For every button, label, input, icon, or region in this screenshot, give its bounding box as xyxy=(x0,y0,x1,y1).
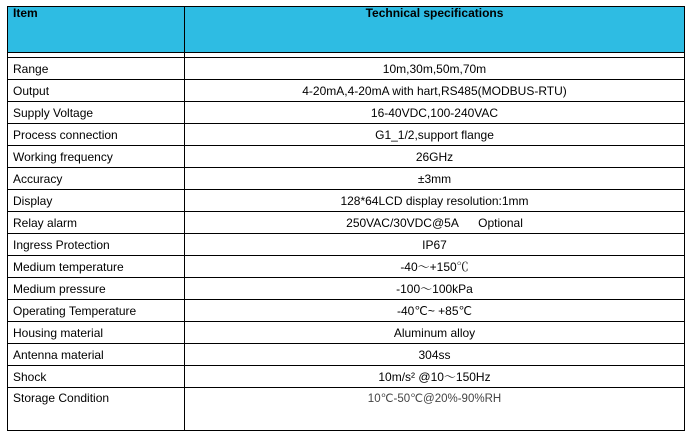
specifications-table xyxy=(7,6,685,431)
value-cell: 128*64LCD display resolution:1mm xyxy=(185,190,685,212)
table-row xyxy=(8,102,685,124)
item-cell: Ingress Protection xyxy=(8,234,185,256)
item-cell: Process connection xyxy=(8,124,185,146)
value-cell: 16-40VDC,100-240VAC xyxy=(185,102,685,124)
table-row xyxy=(8,278,685,300)
table-row xyxy=(8,300,685,322)
item-cell: Antenna material xyxy=(8,344,185,366)
item-cell: Range xyxy=(8,58,185,80)
item-cell: Accuracy xyxy=(8,168,185,190)
item-cell: Supply Voltage xyxy=(8,102,185,124)
value-cell: G1_1/2,support flange xyxy=(185,124,685,146)
item-cell: Shock xyxy=(8,366,185,388)
specifications-column-header: Technical specifications xyxy=(185,7,685,53)
table-row xyxy=(8,58,685,80)
value-cell: -40～+150℃ xyxy=(185,256,685,278)
table-row xyxy=(8,388,685,431)
value-cell: -40℃~ +85℃ xyxy=(185,300,685,322)
table-row xyxy=(8,124,685,146)
table-header-row xyxy=(8,7,685,53)
value-cell: Aluminum alloy xyxy=(185,322,685,344)
value-cell: IP67 xyxy=(185,234,685,256)
value-cell: ±3mm xyxy=(185,168,685,190)
table-row xyxy=(8,146,685,168)
table-row xyxy=(8,256,685,278)
item-cell: Output xyxy=(8,80,185,102)
item-cell: Housing material xyxy=(8,322,185,344)
item-cell: Medium pressure xyxy=(8,278,185,300)
table-row xyxy=(8,234,685,256)
table-row xyxy=(8,190,685,212)
value-cell: 250VAC/30VDC@5A Optional xyxy=(185,212,685,234)
value-cell: 304ss xyxy=(185,344,685,366)
value-cell: 10℃-50℃@20%-90%RH xyxy=(185,388,685,431)
value-cell: 10m,30m,50m,70m xyxy=(185,58,685,80)
value-cell: 4-20mA,4-20mA with hart,RS485(MODBUS-RTU) xyxy=(185,80,685,102)
table-row xyxy=(8,80,685,102)
item-cell: Relay alarm xyxy=(8,212,185,234)
table-row xyxy=(8,168,685,190)
item-cell: Medium temperature xyxy=(8,256,185,278)
item-cell: Operating Temperature xyxy=(8,300,185,322)
table-row xyxy=(8,366,685,388)
item-column-header: Item xyxy=(8,7,185,53)
item-cell: Display xyxy=(8,190,185,212)
value-cell: -100～100kPa xyxy=(185,278,685,300)
value-cell: 26GHz xyxy=(185,146,685,168)
table-row xyxy=(8,322,685,344)
item-cell: Storage Condition xyxy=(8,388,185,431)
table-row xyxy=(8,212,685,234)
item-cell: Working frequency xyxy=(8,146,185,168)
table-row xyxy=(8,344,685,366)
value-cell: 10m/s² @10～150Hz xyxy=(185,366,685,388)
